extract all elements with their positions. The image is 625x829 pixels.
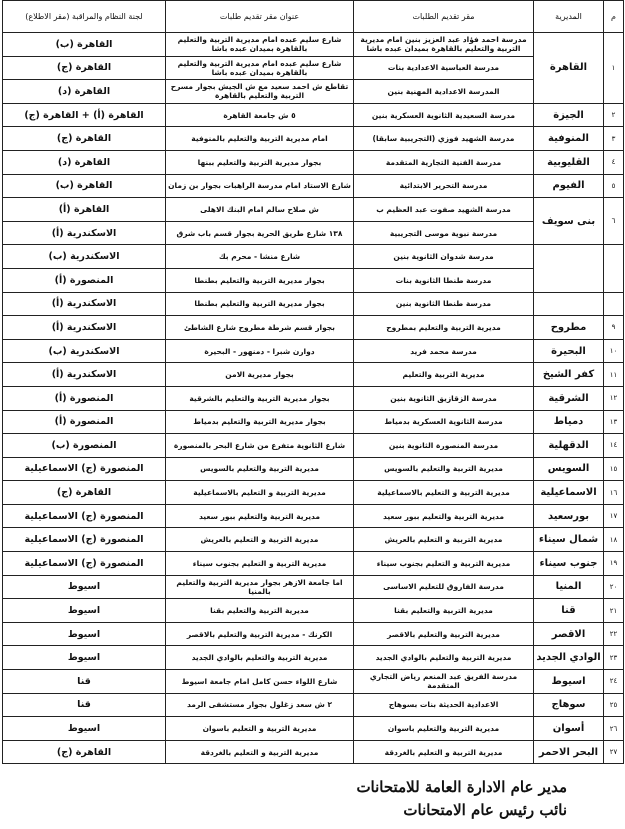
- address-cell: بجوار مديرية التربية والتعليم بدمياط: [166, 410, 354, 434]
- committee-cell: الاسكندرية (أ): [3, 292, 166, 316]
- submission-place-cell: مدرسة الفنية التجارية المتقدمة: [354, 150, 534, 174]
- row-number: ٤: [604, 150, 624, 174]
- directorate-cell: مطروح: [534, 316, 604, 340]
- address-cell: ش صلاح سالم امام البنك الاهلى: [166, 198, 354, 222]
- table-row: [3, 316, 624, 340]
- committee-cell: القاهرة (ب): [3, 174, 166, 198]
- submission-place-cell: مدرسة الفاروق للتعليم الاساسى: [354, 575, 534, 599]
- committee-cell: القاهرة (د): [3, 80, 166, 104]
- row-number: ١٨: [604, 528, 624, 552]
- row-number: ٢: [604, 103, 624, 127]
- committee-cell: المنصورة (ج) الاسماعيلية: [3, 528, 166, 552]
- directorate-cell: اسيوط: [534, 670, 604, 694]
- address-cell: ٢ ش سعد زغلول بجوار مستشفى الرمد: [166, 693, 354, 717]
- row-number: [604, 292, 624, 316]
- table-row: [3, 504, 624, 528]
- header-num: م: [604, 1, 624, 33]
- address-cell: بجوار قسم شرطة مطروح شارع الشاطئ: [166, 316, 354, 340]
- row-number: ٢٧: [604, 740, 624, 764]
- committee-cell: القاهرة (ب): [3, 33, 166, 57]
- directorate-cell: كفر الشيخ: [534, 363, 604, 387]
- row-number: ١٢: [604, 386, 624, 410]
- address-cell: مديرية التربية و التعليم بالعريش: [166, 528, 354, 552]
- submission-place-cell: مدرسة العباسية الاعدادية بنات: [354, 56, 534, 80]
- address-cell: شارع الثانوية متفرع من شارع البحر بالمنصورة: [166, 434, 354, 458]
- applications-table: [2, 0, 624, 764]
- directorate-cell: بنى سويف: [534, 198, 604, 245]
- table-row: [3, 150, 624, 174]
- committee-cell: المنصورة (ج) الاسماعيلية: [3, 552, 166, 576]
- row-number: ٩: [604, 316, 624, 340]
- committee-cell: الاسكندرية (أ): [3, 363, 166, 387]
- row-number: ١٤: [604, 434, 624, 458]
- table-row: [3, 339, 624, 363]
- address-cell: مديرية التربية والتعليم ببور سعيد: [166, 504, 354, 528]
- table-row: [3, 434, 624, 458]
- table-row: [3, 622, 624, 646]
- submission-place-cell: مدرسة الثانوية العسكرية بدمياط: [354, 410, 534, 434]
- table-row: [3, 245, 624, 269]
- row-number: ٦: [604, 198, 624, 245]
- submission-place-cell: مديرية التربية والتعليم بقنا: [354, 599, 534, 623]
- table-body: [3, 33, 624, 764]
- address-cell: ٥ ش جامعة القاهرة: [166, 103, 354, 127]
- submission-place-cell: مدرسة الزقازيق الثانوية بنين: [354, 386, 534, 410]
- directorate-cell: البحر الاحمر: [534, 740, 604, 764]
- committee-cell: المنصورة (ج) الاسماعيلية: [3, 504, 166, 528]
- directorate-cell: شمال سيناء: [534, 528, 604, 552]
- submission-place-cell: مدرسة محمد فريد: [354, 339, 534, 363]
- address-cell: مديرية التربية والتعليم بالوادي الجديد: [166, 646, 354, 670]
- table-row: [3, 268, 624, 292]
- table-row: [3, 693, 624, 717]
- submission-place-cell: مديرية التربية والتعليم بالسويس: [354, 457, 534, 481]
- committee-cell: اسيوط: [3, 717, 166, 741]
- committee-cell: اسيوط: [3, 575, 166, 599]
- address-cell: شارع اللواء حسن كامل امام جامعة اسيوط: [166, 670, 354, 694]
- header-committee: لجنة النظام والمراقبة (مقر الاطلاع): [3, 1, 166, 33]
- committee-cell: الاسكندرية (أ): [3, 316, 166, 340]
- address-cell: مديرية التربية و التعليم باسوان: [166, 717, 354, 741]
- table-row: [3, 386, 624, 410]
- address-cell: مديرية التربية والتعليم بقنا: [166, 599, 354, 623]
- committee-cell: الاسكندرية (ب): [3, 245, 166, 269]
- row-number: ١: [604, 33, 624, 104]
- row-number: ٢١: [604, 599, 624, 623]
- table-row: [3, 198, 624, 222]
- committee-cell: اسيوط: [3, 622, 166, 646]
- table-row: [3, 56, 624, 80]
- address-cell: شارع منشا - محرم بك: [166, 245, 354, 269]
- table-row: [3, 717, 624, 741]
- table-row: [3, 221, 624, 245]
- address-cell: مديرية التربية و التعليم بالاسماعيلية: [166, 481, 354, 505]
- directorate-cell: السويس: [534, 457, 604, 481]
- header-submission-place: مقر تقديم الطلبات: [354, 1, 534, 33]
- submission-place-cell: مديرية التربية و التعليم بالاسماعيلية: [354, 481, 534, 505]
- committee-cell: الاسكندرية (أ): [3, 221, 166, 245]
- directorate-cell: دمياط: [534, 410, 604, 434]
- submission-place-cell: مديرية التربية و التعليم بالعريش: [354, 528, 534, 552]
- directorate-cell: الوادي الجديد: [534, 646, 604, 670]
- directorate-cell: جنوب سيناء: [534, 552, 604, 576]
- table-row: [3, 646, 624, 670]
- address-cell: بجوار مديرية التربية والتعليم بالشرقية: [166, 386, 354, 410]
- committee-cell: المنصورة (ج) الاسماعيلية: [3, 457, 166, 481]
- row-number: ٢٦: [604, 717, 624, 741]
- submission-place-cell: مدرسة الشهيد صفوت عبد العظيم ب: [354, 198, 534, 222]
- table-row: [3, 80, 624, 104]
- table-row: [3, 481, 624, 505]
- address-cell: بجوار مديرية الامن: [166, 363, 354, 387]
- directorate-cell: الفيوم: [534, 174, 604, 198]
- committee-cell: المنصورة (ب): [3, 434, 166, 458]
- table-row: [3, 127, 624, 151]
- row-number: ٢٠: [604, 575, 624, 599]
- row-number: ٥: [604, 174, 624, 198]
- table-row: [3, 740, 624, 764]
- directorate-cell: [534, 245, 604, 292]
- submission-place-cell: مديرية التربية والتعليم: [354, 363, 534, 387]
- committee-cell: قنا: [3, 670, 166, 694]
- table-row: [3, 363, 624, 387]
- header-directorate: المديرية: [534, 1, 604, 33]
- table-row: [3, 410, 624, 434]
- submission-place-cell: مديرية التربية والتعليم بمطروح: [354, 316, 534, 340]
- directorate-cell: الجيزة: [534, 103, 604, 127]
- submission-place-cell: مديرية التربية والتعليم بالاقصر: [354, 622, 534, 646]
- directorate-cell: سوهاج: [534, 693, 604, 717]
- committee-cell: القاهرة (أ) + القاهرة (ج): [3, 103, 166, 127]
- submission-place-cell: مدرسة نبوية موسى التجريبية: [354, 221, 534, 245]
- directorate-cell: البحيرة: [534, 339, 604, 363]
- address-cell: دوارن شبرا - دمنهور - البحيرة: [166, 339, 354, 363]
- address-cell: بجوار مديرية التربية والتعليم بطنطا: [166, 292, 354, 316]
- submission-place-cell: مدرسة شدوان الثانوية بنين: [354, 245, 534, 269]
- committee-cell: قنا: [3, 693, 166, 717]
- submission-place-cell: مديرية التربية والتعليم ببور سعيد: [354, 504, 534, 528]
- row-number: ١٧: [604, 504, 624, 528]
- address-cell: شارع سليم عبده امام مديرية التربية والتعليم بالقاهرة بميدان عبده باشا: [166, 33, 354, 57]
- table-row: [3, 575, 624, 599]
- submission-place-cell: مديرية التربية و التعليم بجنوب سيناء: [354, 552, 534, 576]
- row-number: ٢٢: [604, 622, 624, 646]
- address-cell: تقاطع ش احمد سعيد مع ش الجيش بجوار مسرح التربية والتعليم بالقاهرة: [166, 80, 354, 104]
- row-number: ٣: [604, 127, 624, 151]
- directorate-cell: القاهرة: [534, 33, 604, 104]
- committee-cell: اسيوط: [3, 599, 166, 623]
- directorate-cell: القليوبية: [534, 150, 604, 174]
- directorate-cell: الشرقية: [534, 386, 604, 410]
- directorate-cell: قنا: [534, 599, 604, 623]
- directorate-cell: [534, 292, 604, 316]
- submission-place-cell: مديرية التربية و التعليم بالغردقة: [354, 740, 534, 764]
- address-cell: مديرية التربية و التعليم بالغردقة: [166, 740, 354, 764]
- committee-cell: القاهرة (ج): [3, 127, 166, 151]
- committee-cell: القاهرة (ج): [3, 740, 166, 764]
- row-number: [604, 245, 624, 292]
- table-row: [3, 103, 624, 127]
- address-cell: الكرنك - مديرية التربية والتعليم بالاقصر: [166, 622, 354, 646]
- directorate-cell: الاسماعيلية: [534, 481, 604, 505]
- table-row: [3, 292, 624, 316]
- submission-place-cell: مدرسة الشهيد فوزي (التجريبية سابقا): [354, 127, 534, 151]
- submission-place-cell: مديرية التربية والتعليم باسوان: [354, 717, 534, 741]
- address-cell: بجوار مديرية التربية والتعليم ببنها: [166, 150, 354, 174]
- directorate-cell: بورسعيد: [534, 504, 604, 528]
- address-cell: شارع سليم عبده امام مديرية التربية والتعليم بالقاهرة بميدان عبده باشا: [166, 56, 354, 80]
- address-cell: شارع الاستاد امام مدرسة الراهبات بجوار بن زمان: [166, 174, 354, 198]
- row-number: ١١: [604, 363, 624, 387]
- header-address: عنوان مقر تقديم طلبات: [166, 1, 354, 33]
- table-row: [3, 599, 624, 623]
- table-row: [3, 552, 624, 576]
- committee-cell: المنصورة (أ): [3, 410, 166, 434]
- submission-place-cell: مديرية التربية والتعليم بالوادي الجديد: [354, 646, 534, 670]
- submission-place-cell: الاعدادية الحديثة بنات بسوهاج: [354, 693, 534, 717]
- table-row: [3, 670, 624, 694]
- directorate-cell: الاقصر: [534, 622, 604, 646]
- committee-cell: القاهرة (ج): [3, 481, 166, 505]
- committee-cell: القاهرة (أ): [3, 198, 166, 222]
- directorate-cell: أسوان: [534, 717, 604, 741]
- submission-place-cell: المدرسة الاعدادية المهنية بنين: [354, 80, 534, 104]
- table-row: [3, 33, 624, 57]
- directorate-cell: المنيا: [534, 575, 604, 599]
- row-number: ١٦: [604, 481, 624, 505]
- row-number: ١٠: [604, 339, 624, 363]
- submission-place-cell: مدرسة طنطا الثانوية بنين: [354, 292, 534, 316]
- address-cell: اما جامعة الازهر بجوار مديرية التربية والتعليم بالمنيا: [166, 575, 354, 599]
- row-number: ٢٣: [604, 646, 624, 670]
- row-number: ٢٥: [604, 693, 624, 717]
- table-row: [3, 174, 624, 198]
- address-cell: مديرية التربية و التعليم بجنوب سيناء: [166, 552, 354, 576]
- table-row: [3, 528, 624, 552]
- committee-cell: القاهرة (ج): [3, 56, 166, 80]
- address-cell: امام مديرية التربية والتعليم بالمنوفية: [166, 127, 354, 151]
- directorate-cell: المنوفية: [534, 127, 604, 151]
- committee-cell: القاهرة (د): [3, 150, 166, 174]
- row-number: ٢٤: [604, 670, 624, 694]
- submission-place-cell: مدرسة السعيدية الثانوية العسكرية بنين: [354, 103, 534, 127]
- row-number: ١٩: [604, 552, 624, 576]
- row-number: ١٥: [604, 457, 624, 481]
- submission-place-cell: مدرسة طنطا الثانوية بنات: [354, 268, 534, 292]
- directorate-cell: الدقهلية: [534, 434, 604, 458]
- address-cell: بجوار مديرية التربية والتعليم بطنطا: [166, 268, 354, 292]
- committee-cell: اسيوط: [3, 646, 166, 670]
- row-number: ١٣: [604, 410, 624, 434]
- submission-place-cell: مدرسة الفريق عبد المنعم رياض التجاري المتقدمة: [354, 670, 534, 694]
- committee-cell: الاسكندرية (ب): [3, 339, 166, 363]
- submission-place-cell: مدرسة التحرير الابتدائية: [354, 174, 534, 198]
- signature-title: مدير عام الادارة العامة للامتحانات: [356, 778, 567, 796]
- committee-cell: المنصورة (أ): [3, 268, 166, 292]
- address-cell: ١٣٨ شارع طريق الحرية بجوار قسم باب شرق: [166, 221, 354, 245]
- signature-subtitle: نائب رئيس عام الامتحانات: [403, 801, 567, 819]
- address-cell: مديرية التربية والتعليم بالسويس: [166, 457, 354, 481]
- table-row: [3, 457, 624, 481]
- committee-cell: المنصورة (أ): [3, 386, 166, 410]
- submission-place-cell: مدرسة المنصورة الثانوية بنين: [354, 434, 534, 458]
- table-header-row: [3, 1, 624, 33]
- submission-place-cell: مدرسة احمد فؤاد عبد العزيز بنين امام مديرية التربية والتعليم بالقاهرة بميدان عبده باشا: [354, 33, 534, 57]
